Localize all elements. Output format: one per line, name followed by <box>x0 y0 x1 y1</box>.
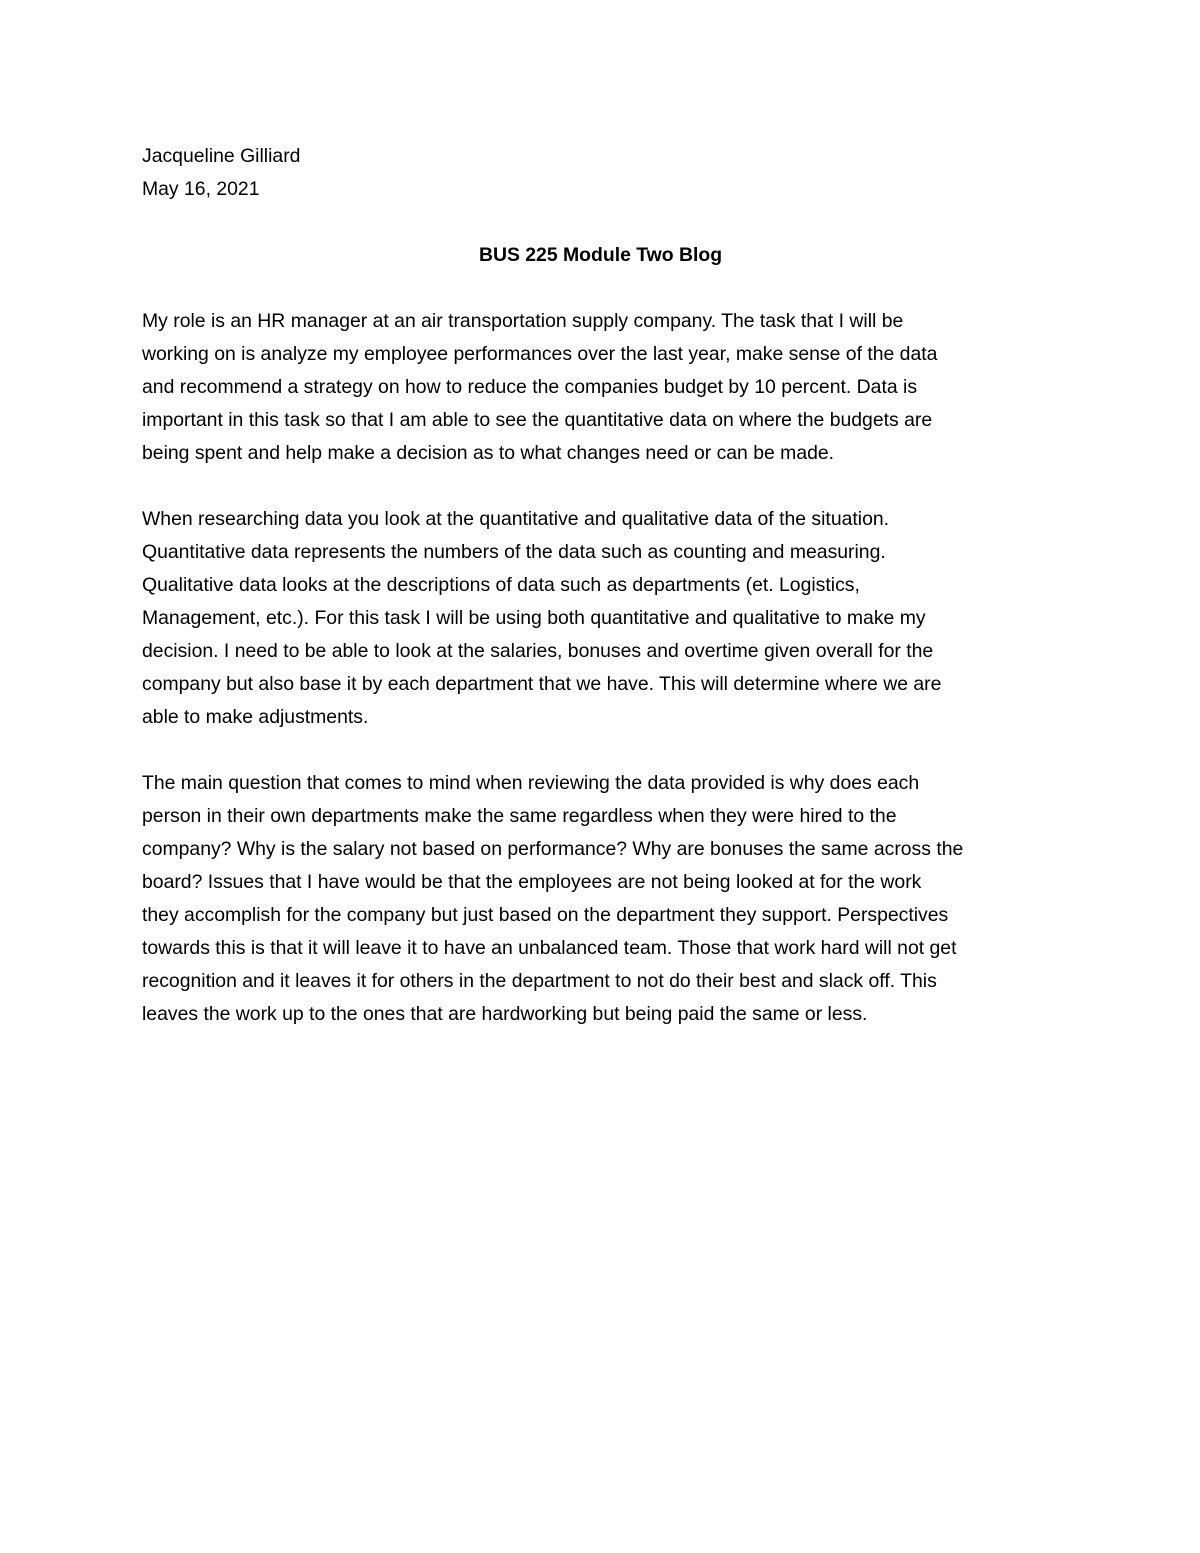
paragraph-line: towards this is that it will leave it to have an unbalanced team. Those that work hard will not get <box>142 937 957 959</box>
paragraph-line: Quantitative data represents the numbers of the data such as counting and measuring. <box>142 541 886 563</box>
paragraph-line: The main question that comes to mind when reviewing the data provided is why does each <box>142 772 920 794</box>
paragraph-line: board? Issues that I have would be that the employees are not being looked at for the work <box>142 871 922 893</box>
paragraph-line: Qualitative data looks at the descriptions of data such as departments (et. Logistics, <box>142 574 860 596</box>
paragraph-line: recognition and it leaves it for others in the department to not do their best and slack off. This <box>142 970 937 992</box>
paragraph-line: company but also base it by each department that we have. This will determine where we are <box>142 673 942 695</box>
paragraph-2 <box>142 503 1072 734</box>
document-date: May 16, 2021 <box>142 178 260 200</box>
paragraph-line: When researching data you look at the quantitative and qualitative data of the situation. <box>142 508 890 530</box>
paragraph-line: leaves the work up to the ones that are hardworking but being paid the same or less. <box>142 1003 868 1025</box>
paragraph-line: Management, etc.). For this task I will be using both quantitative and qualitative to make my <box>142 607 926 629</box>
paragraph-line: they accomplish for the company but just based on the department they support. Perspectives <box>142 904 949 926</box>
paragraph-line: important in this task so that I am able to see the quantitative data on where the budgets are <box>142 409 933 431</box>
document-title: BUS 225 Module Two Blog <box>478 244 723 266</box>
paragraph-line: My role is an HR manager at an air transportation supply company. The task that I will be <box>142 310 904 332</box>
paragraph-line: decision. I need to be able to look at the salaries, bonuses and overtime given overall for the <box>142 640 934 662</box>
paragraph-3 <box>142 767 1072 1031</box>
author-name: Jacqueline Gilliard <box>142 145 301 167</box>
paragraph-line: being spent and help make a decision as to what changes need or can be made. <box>142 442 835 464</box>
paragraph-1 <box>142 305 1072 470</box>
document-body <box>142 140 1072 1031</box>
paragraph-line: company? Why is the salary not based on performance? Why are bonuses the same across the <box>142 838 964 860</box>
paragraph-line: and recommend a strategy on how to reduce the companies budget by 10 percent. Data is <box>142 376 918 398</box>
paragraph-line: able to make adjustments. <box>142 706 369 728</box>
paragraph-line: working on is analyze my employee performances over the last year, make sense of the data <box>142 343 938 365</box>
paragraph-line: person in their own departments make the same regardless when they were hired to the <box>142 805 897 827</box>
